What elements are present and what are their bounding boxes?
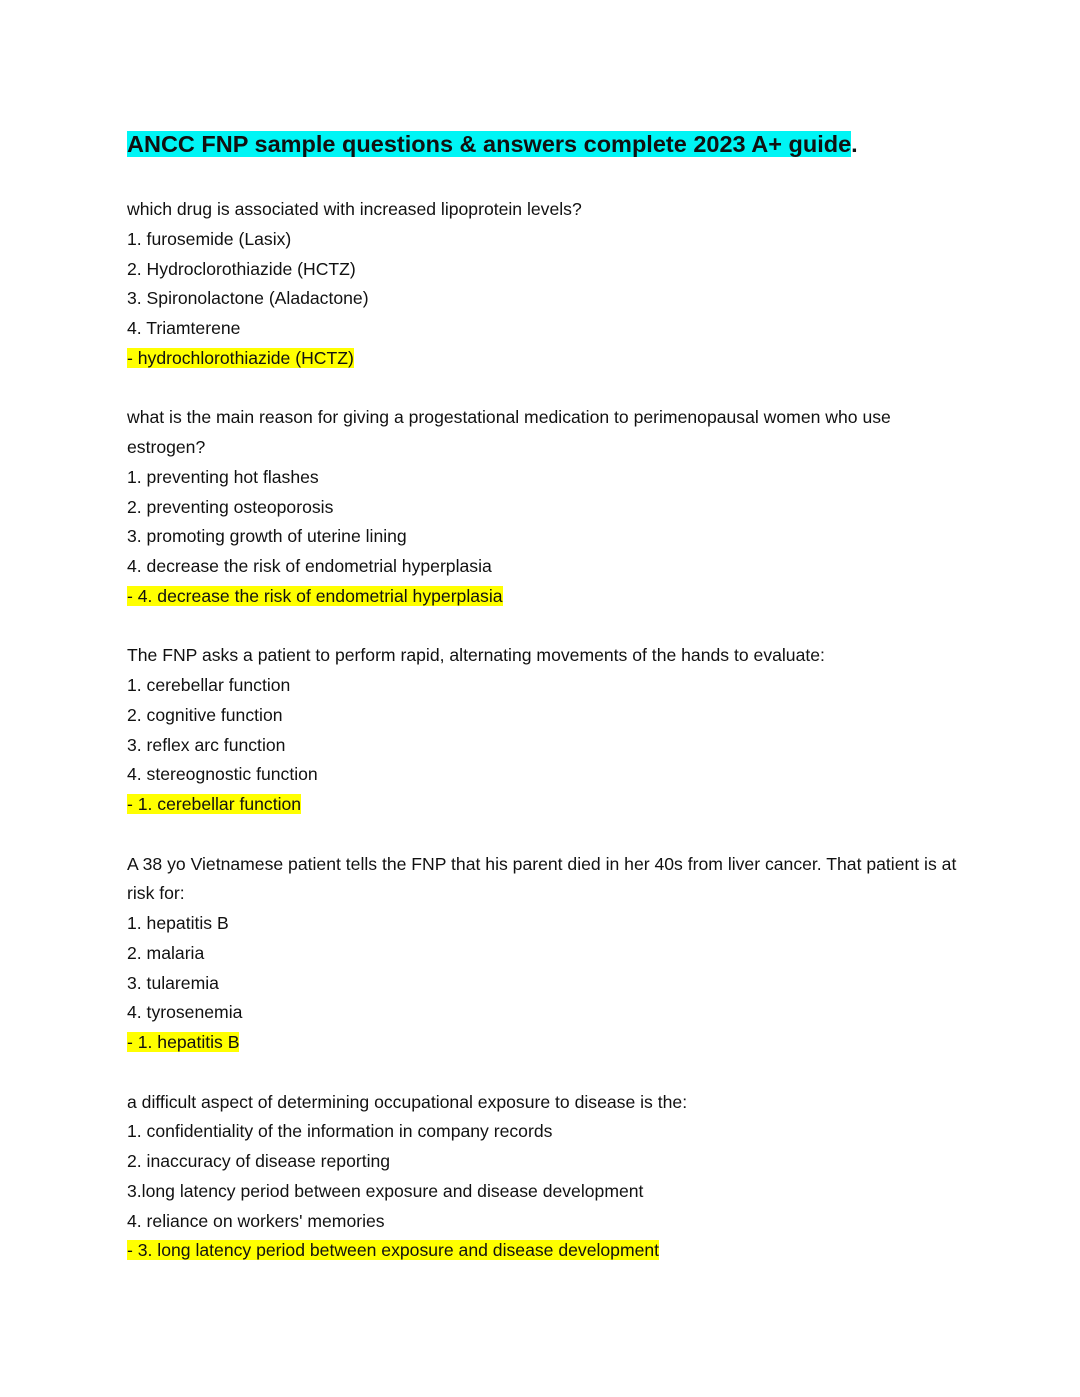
option: 4. reliance on workers' memories [127,1210,385,1231]
option: 2. malaria [127,942,205,963]
option: 4. Triamterene [127,318,241,338]
option: 4. tyrosenemia [127,1002,243,1023]
question-block [127,850,957,1058]
answer-line [127,1028,957,1058]
option: 2. cognitive function [127,704,283,725]
question-text: which drug is associated with increased lipoprotein levels? [127,199,582,219]
answer-highlight: - 4. decrease the risk of endometrial hyperplasia [127,585,503,606]
answer-line [127,790,957,820]
option: 3. tularemia [127,972,219,993]
answer-highlight: - 1. cerebellar function [127,794,302,814]
question-text: a difficult aspect of determining occupational exposure to disease is the: [127,1091,688,1112]
answer-line [127,1236,957,1266]
option: 3. Spironolactone (Aladactone) [127,288,369,309]
answer-highlight: - 1. hepatitis B [127,1032,240,1052]
question-block [127,195,957,374]
option: 1. hepatitis B [127,913,229,933]
option: 2. Hydroclorothiazide (HCTZ) [127,258,356,279]
option: 3.long latency period between exposure and disease development [127,1180,644,1201]
option: 1. preventing hot flashes [127,466,319,487]
question-block [127,641,957,820]
answer-line [127,582,957,612]
question-block [127,403,957,611]
document-title [127,127,858,161]
option: 1. confidentiality of the information in company records [127,1121,553,1142]
option: 3. promoting growth of uterine lining [127,526,407,547]
option: 4. stereognostic function [127,764,318,785]
question-text: The FNP asks a patient to perform rapid, alternating movements of the hands to evaluate: [127,645,825,666]
option: 3. reflex arc function [127,734,286,755]
question-text: what is the main reason for giving a progestational medication to perimenopausal women who use estrogen? [127,407,891,457]
answer-highlight: - hydrochlorothiazide (HCTZ) [127,347,354,368]
option: 2. inaccuracy of disease reporting [127,1151,391,1171]
question-block [127,1088,957,1267]
question-list [127,195,957,1296]
title-text: ANCC FNP sample questions & answers complete 2023 A+ guide [127,131,852,157]
option: 1. cerebellar function [127,675,291,695]
question-text: A 38 yo Vietnamese patient tells the FNP that his parent died in her 40s from liver cancer. That patient is at risk for: [127,853,957,904]
option: 2. preventing osteoporosis [127,496,334,517]
answer-line [127,344,957,374]
option: 4. decrease the risk of endometrial hyperplasia [127,556,492,576]
answer-highlight: - 3. long latency period between exposure and disease development [127,1240,660,1261]
option: 1. furosemide (Lasix) [127,228,292,249]
title-period: . [851,131,858,157]
